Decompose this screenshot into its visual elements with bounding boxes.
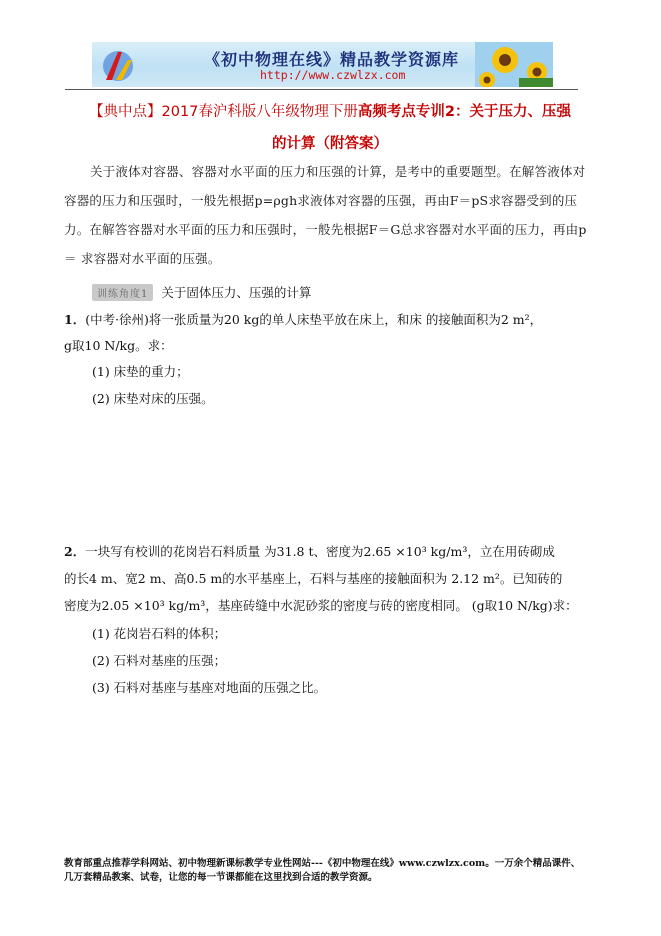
q2-sub1: (1) 花岗岩石料的体积； (92, 626, 227, 641)
header-divider (65, 89, 578, 90)
q2-number: 2． (64, 544, 86, 559)
title-bold: 高频考点专训2：关于压力、压强 (357, 104, 571, 120)
title-line2: 的计算（附答案） (272, 136, 388, 152)
q2-text-1: 一块写有校训的花岗岩石料质量 为31.8 t、密度为2.65 ×10³ kg/m³，立在用砖砌成 (85, 544, 555, 559)
footer-line1: 教育部重点推荐学科网站、初中物理新课标教学专业性网站---《初中物理在线》www.czwlzx.com。一万余个精品课件、 (64, 858, 581, 869)
section-title: 关于固体压力、压强的计算 (161, 285, 312, 300)
banner-title: 《初中物理在线》精品教学资源库 (204, 50, 460, 69)
q1-sub1: (1) 床垫的重力； (92, 364, 189, 379)
banner-url[interactable]: http://www.czwlzx.com (260, 68, 406, 82)
q2-sub2: (2) 石料对基座的压强； (92, 653, 227, 668)
q1-line2: g取10 N/kg。求： (64, 338, 173, 353)
q2-line1 (64, 538, 555, 566)
q1-sub2: (2) 床垫对床的压强。 (92, 391, 214, 406)
header-banner (92, 42, 553, 87)
site-logo-icon (98, 46, 144, 84)
document-title (75, 96, 585, 160)
title-prefix: 【典中点】 (89, 104, 162, 120)
q1-text-1: (中考·徐州)将一张质量为20 kg的单人床垫平放在床上，和床 的接触面积为2 m²， (85, 312, 543, 327)
section-heading (92, 282, 311, 302)
q2-line2: 的长4 m、宽2 m、高0.5 m的水平基座上，石料与基座的接触面积为 2.12 m²。已知砖的 (64, 571, 563, 586)
q2-sub3: (3) 石料对基座与基座对地面的压强之比。 (92, 680, 327, 695)
sunflower-image-icon (475, 42, 553, 87)
q1-number: 1． (64, 312, 86, 327)
section-tag: 训练角度1 (92, 284, 153, 301)
title-main: 2017春沪科版八年级物理下册 (161, 104, 358, 120)
footer-line2: 几万套精品教案、试卷，让您的每一节课都能在这里找到合适的教学资源。 (64, 872, 378, 883)
q1-line1 (64, 306, 542, 334)
page-footer (64, 857, 604, 885)
q2-line3: 密度为2.05 ×10³ kg/m³，基座砖缝中水泥砂浆的密度与砖的密度相同。 (g取10 N/kg)求： (64, 598, 578, 613)
intro-paragraph: 关于液体对容器、容器对水平面的压力和压强的计算，是考中的重要题型。在解答液体对容器的压力和压强时，一般先根据p=ρgh求液体对容器的压强，再由F＝pS求容器受到的压力。在解答容器对水平面的压力和压强时，一般先根据F＝G总求容器对水平面的压力，再由p＝ 求容器对水平面的压强。 (64, 164, 587, 266)
